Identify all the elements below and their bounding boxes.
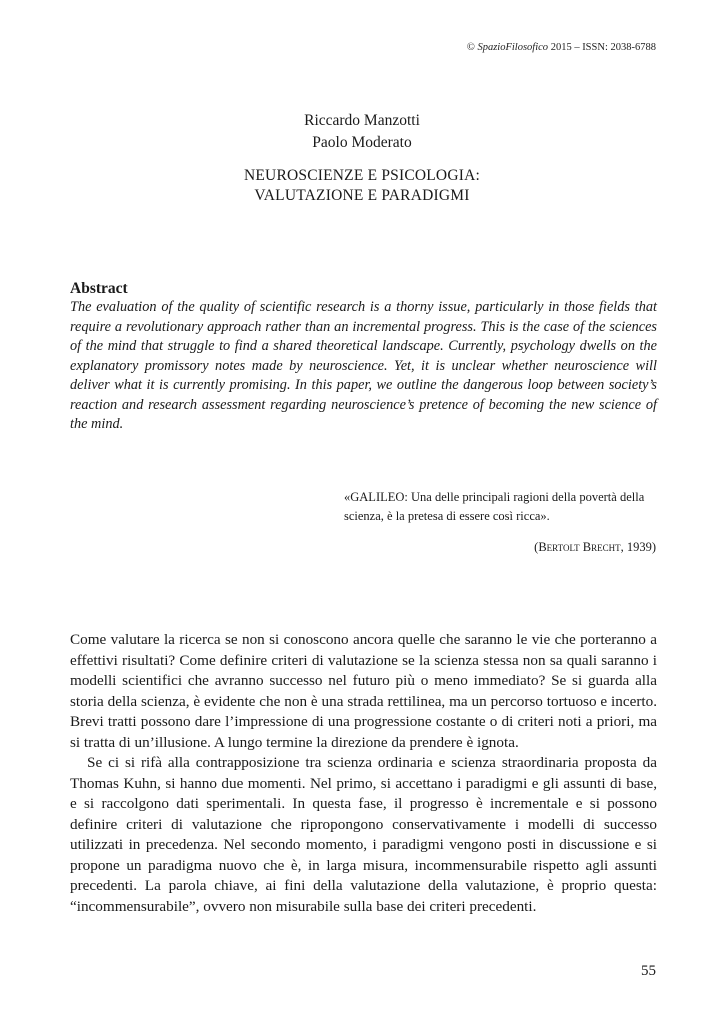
paper-title bbox=[0, 166, 724, 206]
abstract-heading: Abstract bbox=[70, 280, 128, 297]
author-name: Paolo Moderato bbox=[312, 134, 412, 151]
page-number: 55 bbox=[641, 963, 656, 979]
main-text bbox=[70, 630, 657, 917]
title-line: VALUTAZIONE E PARADIGMI bbox=[254, 187, 470, 204]
running-header bbox=[467, 42, 656, 53]
body-paragraph: Come valutare la ricerca se non si conoscono ancora quelle che saranno le vie che porteranno a effettivi risultati? Come definire criteri di valutazione se la scienza stessa non sa quali saranno i modelli scientifici che avranno successo nel futuro più o meno immediato? Se si guarda alla storia della scienza, è evidente che non è una strada rettilinea, ma un percorso tortuoso e incerto. Brevi tratti possono dare l’impressione di una progressione costante o di criteri noti a priori, ma si tratta di un’illusione. A lungo termine la direzione da prendere è ignota. bbox=[70, 631, 657, 751]
author-block bbox=[0, 110, 724, 154]
title-line: NEUROSCIENZE E PSICOLOGIA: bbox=[244, 167, 480, 184]
abstract-section bbox=[70, 279, 657, 435]
epigraph-author: Bertolt Brecht bbox=[538, 540, 621, 554]
copyright-symbol: © bbox=[466, 42, 475, 53]
abstract-text: The evaluation of the quality of scientific research is a thorny issue, particularly in those fields that require a revolutionary approach rather than an incremental progress. This is the case of the sciences of the mind that struggle to find a shared theoretical landscape. Currently, psychology dwells on the explanatory promissory notes made by neuroscience. Yet, it is unclear whether neuroscience will deliver what it is currently promising. In this paper, we outline the dangerous loop between society’s reaction and research assessment regarding neuroscience’s pretence of becoming the new science of the mind. bbox=[70, 299, 657, 432]
epigraph-year: , 1939) bbox=[620, 540, 656, 554]
author-name: Riccardo Manzotti bbox=[304, 112, 420, 129]
issn-info: 2015 – ISSN: 2038-6788 bbox=[550, 42, 656, 53]
epigraph-quote: «GALILEO: Una delle principali ragioni della povertà della scienza, è la pretesa di essere così ricca». bbox=[344, 490, 645, 523]
attribution-open-paren: ( bbox=[534, 540, 539, 554]
journal-name: SpazioFilosofico bbox=[477, 42, 549, 53]
body-paragraph: Se ci si rifà alla contrapposizione tra scienza ordinaria e scienza straordinaria proposta da Thomas Kuhn, si hanno due momenti. Nel primo, si accettano i paradigmi e gli assunti di base, e si raccolgono dati sperimentali. In questa fase, il progresso è incrementale e si possono definire criteri di valutazione che ripropongono conservativamente i modelli di successo utilizzati in precedenza. Nel secondo momento, i paradigmi vengono posti in discussione e si propone un paradigma nuovo che è, in larga misura, incommensurabile rispetto agli assunti precedenti. La parola chiave, ai fini della valutazione della valutazione, è proprio questa: “incommensurabile”, ovvero non misurabile sulla base dei criteri precedenti. bbox=[70, 754, 657, 915]
epigraph-attribution bbox=[534, 540, 656, 555]
